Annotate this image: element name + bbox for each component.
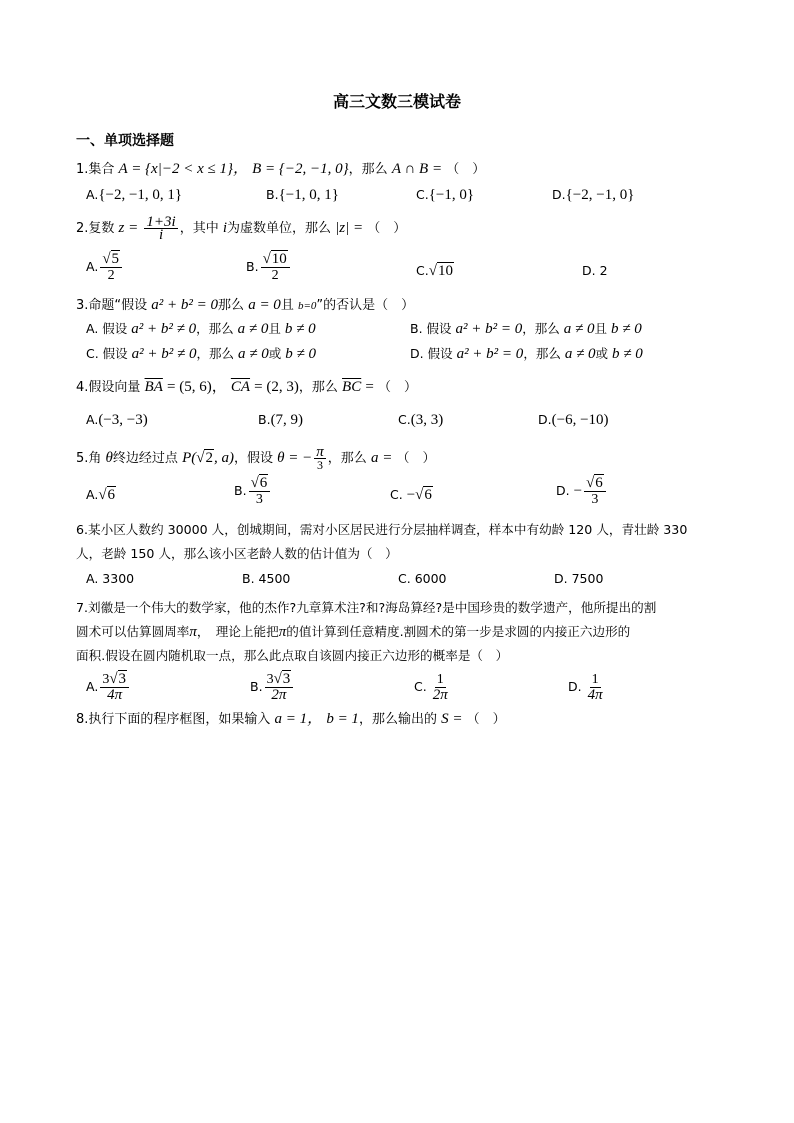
q1-prefix: 1.集合: [76, 162, 115, 177]
question-7-stem: [76, 596, 722, 668]
option-frac: [100, 672, 129, 703]
radicand: 3: [118, 671, 127, 687]
sqrt-icon: √: [428, 263, 437, 279]
q2-option-d: [582, 262, 608, 280]
q3-option-d: [410, 345, 643, 363]
option-frac: [261, 252, 290, 283]
option-text: (−3, −3): [98, 412, 148, 428]
q5-mid2: ，假设: [233, 451, 273, 466]
option-num: 1: [436, 672, 444, 687]
option-prefix: −: [573, 483, 583, 499]
question-4-stem: [76, 378, 417, 397]
q2-mid: ，其中: [179, 221, 219, 236]
radicand: 10: [437, 263, 453, 279]
option-label: D.: [538, 412, 552, 427]
q5-option-d: [556, 476, 608, 507]
option-label: C.: [398, 412, 411, 427]
option-mid: ，那么: [522, 321, 560, 336]
q7-option-b: [250, 672, 295, 703]
q7-line-2a: 圆术可以估算圆周率: [76, 624, 190, 639]
q1-mid: ，那么: [348, 162, 388, 177]
sqrt-icon: √: [250, 475, 259, 491]
q1-expr: A ∩ B =: [391, 161, 443, 177]
q4-vector-ca: $\overline{CA}$: [230, 379, 251, 395]
option-den: 3: [591, 492, 599, 507]
sqrt-icon: √: [415, 487, 424, 503]
sqrt-icon: √: [102, 251, 111, 267]
q8-blank: （ ）: [466, 712, 506, 727]
q2-fraction: [144, 216, 177, 241]
option-c3: b ≠ 0: [284, 321, 316, 337]
q1-option-d: [552, 186, 634, 204]
option-label: A. 假设: [86, 321, 128, 336]
q1-option-a: [86, 186, 182, 204]
q2-i: i: [222, 220, 228, 236]
option-text: 7500: [571, 571, 604, 586]
q8-a-in: a = 1，: [274, 711, 323, 727]
question-2-stem: [76, 216, 406, 241]
option-den: 2: [271, 268, 279, 283]
radicand: 5: [111, 251, 120, 267]
q4-eq: =: [365, 379, 374, 395]
q8-mid: ，那么输出的: [358, 712, 437, 727]
question-1-stem: [76, 160, 485, 179]
option-label: D. 假设: [410, 346, 453, 361]
q3-and: 且: [280, 298, 294, 313]
option-label: B.: [258, 412, 271, 427]
q4-prefix: 4.假设向量: [76, 380, 141, 395]
q5-a-eq: a =: [370, 450, 393, 466]
option-label: B.: [234, 483, 247, 498]
q3-cond: a² + b² = 0: [151, 297, 219, 313]
question-6-stem: [76, 518, 722, 566]
q6-option-b: [242, 570, 290, 588]
q4-v1-val: = (5, 6)，: [167, 379, 227, 395]
q4-v2-val: = (2, 3): [254, 379, 299, 395]
q2-num: 1+3i: [146, 214, 176, 230]
q2-abs: |z| =: [335, 220, 364, 236]
option-label: A.: [86, 487, 99, 502]
option-text: (3, 3): [410, 412, 444, 428]
option-label: C.: [398, 571, 411, 586]
option-text: 3300: [102, 571, 135, 586]
option-label: D.: [568, 679, 582, 694]
option-frac: [249, 476, 271, 507]
q4-option-b: [258, 411, 303, 429]
q6-line-2: 人，老龄 150 人，那么该小区老龄人数的估计值为（ ）: [76, 546, 398, 561]
page-title: 高三文数三模试卷: [332, 92, 461, 111]
q3-option-b: [410, 320, 642, 338]
q6-option-d: [554, 570, 603, 588]
radicand: 6: [259, 475, 268, 491]
q1-option-b: [266, 186, 339, 204]
radicand: 6: [595, 475, 603, 491]
q2-den: i: [158, 227, 164, 243]
q4-blank: （ ）: [377, 380, 417, 395]
option-c2: a ≠ 0: [237, 321, 269, 337]
q3-option-a: [86, 320, 316, 338]
option-c3: b ≠ 0: [611, 321, 642, 337]
option-text: {−2, −1, 0, 1}: [98, 187, 183, 203]
option-c1: a² + b² ≠ 0: [131, 346, 197, 362]
option-conj: 或: [268, 346, 282, 361]
option-label: A.: [86, 412, 99, 427]
q4-vector-bc: $\overline{BC}$: [342, 379, 362, 395]
q2-prefix: 2.复数: [76, 221, 115, 236]
q6-line-1: 6.某小区人数约 30000 人，创城期间，需对小区居民进行分层抽样调查，样本中有幼龄 120 人，青壮龄 330: [76, 522, 688, 537]
option-den: 4π: [587, 687, 603, 703]
option-label: C.: [416, 263, 429, 278]
q1-set-b: B = {−2, −1, 0}: [252, 161, 349, 177]
q8-b-in: b = 1: [326, 711, 359, 727]
q5-pi-frac: [314, 446, 326, 471]
option-text: 6000: [414, 571, 447, 586]
option-den: 4π: [107, 687, 123, 703]
q4-mid: ，那么: [298, 380, 338, 395]
q8-s-eq: S =: [441, 711, 463, 727]
q7-line-2b: ， 理论上能把: [196, 624, 279, 639]
option-label: B.: [250, 679, 263, 694]
option-label: A.: [86, 187, 99, 202]
q4-option-a: [86, 411, 148, 429]
option-label: D.: [556, 483, 570, 498]
q5-point-rad: 2: [205, 450, 213, 466]
q5-blank: （ ）: [396, 451, 436, 466]
option-text: {−1, 0}: [428, 187, 475, 203]
option-label: C.: [416, 187, 429, 202]
q5-mid3: ，那么: [327, 451, 367, 466]
option-frac: [588, 672, 603, 703]
q7-option-c: [414, 672, 450, 703]
q7-line-3: 面积.假设在圆内随机取一点，那么此点取自该圆内接正六边形的概率是（ ）: [76, 648, 509, 663]
q3-prefix: 3.命题“假设: [76, 298, 148, 313]
q5-mid: 终边经过点: [112, 451, 178, 466]
option-c3: b ≠ 0: [612, 346, 643, 362]
option-num: 1: [591, 672, 599, 687]
option-c2: a ≠ 0: [564, 346, 596, 362]
q2-blank: （ ）: [367, 221, 407, 236]
option-frac: [433, 672, 448, 703]
option-conj: 且: [268, 321, 281, 336]
option-label: D.: [554, 571, 568, 586]
q7-option-a: [86, 672, 131, 703]
q4-vector-ba: $\overline{BA}$: [144, 379, 163, 395]
sqrt-icon: √: [273, 671, 282, 687]
option-mid: ，那么: [523, 346, 561, 361]
option-label: B. 假设: [410, 321, 452, 336]
option-c1: a² + b² ≠ 0: [131, 321, 197, 337]
q3-option-c: [86, 345, 316, 363]
radicand: 3: [282, 671, 291, 687]
sqrt-icon: √: [109, 671, 118, 687]
option-label: D.: [552, 187, 566, 202]
q5-three: 3: [317, 458, 324, 472]
option-frac: [584, 476, 606, 507]
option-label: B.: [242, 571, 255, 586]
option-mid: ，那么: [196, 346, 235, 361]
q6-option-c: [398, 570, 447, 588]
q2-mid2: 为虚数单位，那么: [227, 221, 332, 236]
option-label: B.: [266, 187, 279, 202]
option-c1: a² + b² = 0: [456, 346, 524, 362]
section-heading: 一、单项选择题: [76, 133, 174, 149]
option-label: A.: [86, 571, 99, 586]
sqrt-icon: √: [196, 450, 205, 466]
option-den: 2π: [432, 687, 448, 703]
q5-theta: θ: [105, 450, 113, 466]
sqrt-icon: √: [262, 251, 271, 267]
option-text: (−6, −10): [551, 412, 609, 428]
q2-option-c: [416, 262, 454, 280]
option-c2: a ≠ 0: [238, 346, 269, 362]
option-den: 2π: [271, 687, 287, 703]
q7-line-1: 7.刘徽是一个伟大的数学家，他的杰作?九章算术注?和?海岛算经?是中国珍贵的数学遗产，他所提出的割: [76, 600, 657, 615]
option-text: {−1, 0, 1}: [278, 187, 339, 203]
option-label: C.: [414, 679, 427, 694]
q5-option-a: [86, 486, 116, 504]
q5-option-b: [234, 476, 272, 507]
option-label: A.: [86, 679, 99, 694]
option-den: 2: [107, 268, 115, 283]
option-frac: [265, 672, 294, 703]
option-text: (7, 9): [270, 412, 304, 428]
question-5-stem: [76, 446, 435, 471]
coef: 3: [266, 672, 274, 687]
option-label: A.: [86, 259, 99, 274]
q7-pi-2: π: [278, 624, 287, 640]
option-text: 2: [599, 263, 608, 278]
q3-b-eq: b=0: [297, 300, 317, 312]
radicand: 10: [271, 251, 287, 267]
q4-option-d: [538, 411, 609, 429]
coef: 3: [102, 672, 110, 687]
q1-option-c: [416, 186, 474, 204]
option-c1: a² + b² = 0: [455, 321, 523, 337]
q7-line-2: [76, 620, 722, 644]
option-c2: a ≠ 0: [563, 321, 595, 337]
radicand: 6: [107, 487, 116, 503]
q5-point-end: , a): [213, 450, 234, 466]
q5-option-c: [390, 486, 433, 504]
q7-line-2c: 的值计算到任意精度.割圆术的第一步是求圆的内接正六边形的: [286, 624, 631, 639]
option-frac: [100, 252, 122, 283]
sqrt-icon: √: [98, 487, 107, 503]
q3-end: ”的否认是（ ）: [316, 298, 415, 313]
q1-set-a: A = {x|−2 < x ≤ 1}，: [118, 161, 248, 177]
q4-option-c: [398, 411, 443, 429]
option-conj: 且: [594, 321, 608, 336]
q6-option-a: [86, 570, 134, 588]
sqrt-icon: √: [586, 475, 595, 491]
q5-prefix: 5.角: [76, 451, 102, 466]
option-c3: b ≠ 0: [285, 346, 316, 362]
q2-option-b: [246, 252, 292, 283]
q7-pi: π: [189, 624, 197, 640]
q5-pi: π: [316, 444, 324, 460]
option-label: C. 假设: [86, 346, 128, 361]
option-conj: 或: [595, 346, 609, 361]
option-text: 4500: [258, 571, 291, 586]
option-text: {−2, −1, 0}: [565, 187, 635, 203]
option-label: D.: [582, 263, 596, 278]
option-den: 3: [255, 492, 263, 507]
q2-option-a: [86, 252, 124, 283]
q3-then: 那么: [218, 298, 245, 313]
radicand: 6: [424, 487, 432, 503]
option-label: B.: [246, 259, 259, 274]
q5-point-p: P(: [182, 450, 197, 466]
q1-blank: （ ）: [446, 162, 486, 177]
option-label: C.: [390, 487, 403, 502]
q8-prefix: 8.执行下面的程序框图，如果输入: [76, 712, 271, 727]
q2-z-eq: z =: [118, 220, 139, 236]
option-mid: ，那么: [196, 321, 234, 336]
question-3-stem: [76, 296, 414, 315]
q7-option-d: [568, 672, 605, 703]
q3-a-eq: a = 0: [248, 297, 281, 313]
q5-theta-eq: θ = −: [277, 450, 313, 466]
question-8-stem: [76, 710, 506, 729]
option-prefix: −: [406, 487, 416, 503]
